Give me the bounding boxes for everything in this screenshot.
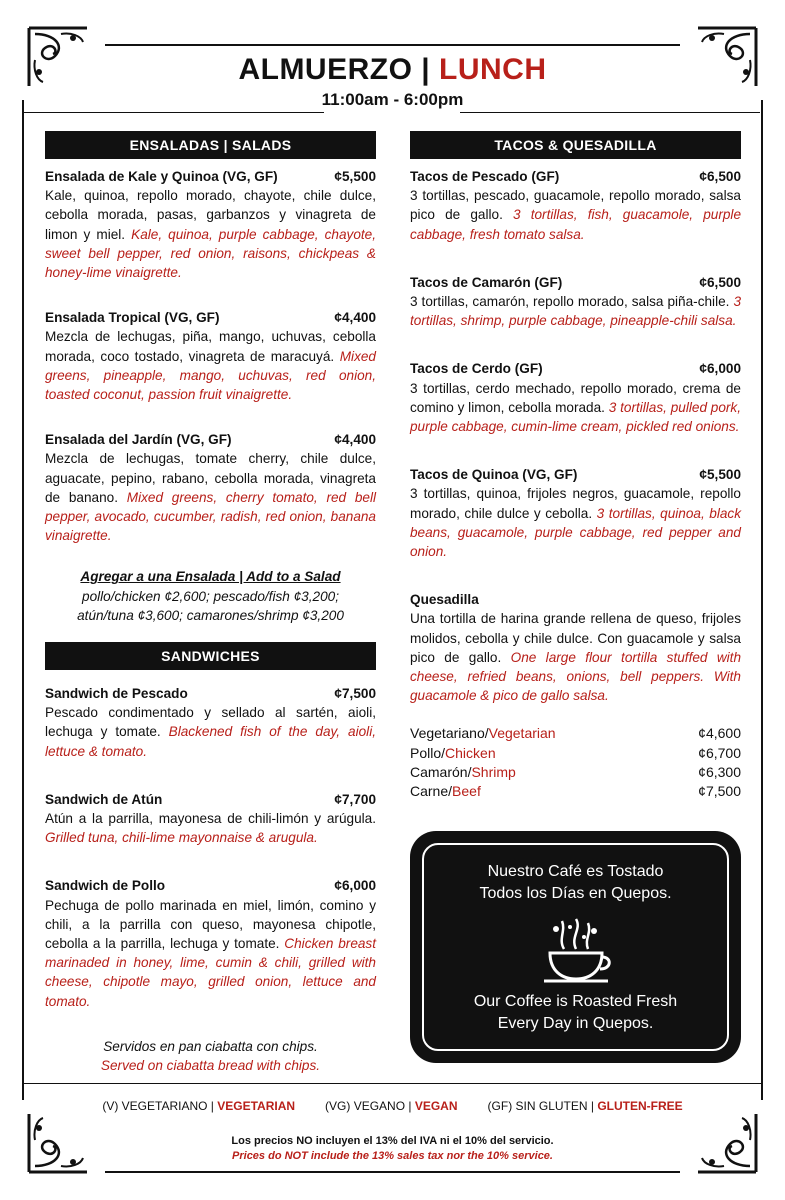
serving-hours: 11:00am - 6:00pm (321, 90, 464, 109)
diet-legend (0, 1099, 785, 1113)
add-to-salad-line: pollo/chicken ¢2,600; pescado/fish ¢3,200; (82, 588, 339, 604)
menu-item (410, 273, 741, 331)
item-desc-en: 3 tortillas, shrimp, purple cabbage, pineapple-chili salsa. (410, 294, 742, 329)
right-column (410, 131, 741, 801)
quesadilla-option (410, 763, 741, 782)
menu-item (45, 684, 376, 761)
item-price: ¢4,400 (334, 310, 376, 326)
menu-item (45, 308, 376, 404)
item-desc-en: One large flour tortilla stuffed with cheese, refried beans, onions, bell peppers. With guacamole & pico de gallo salsa. (410, 649, 741, 704)
option-en: Beef (452, 783, 481, 800)
add-to-salad-heading: Agregar a una Ensalada | Add to a Salad (80, 569, 341, 585)
item-name: Tacos de Camarón (GF) (410, 274, 563, 290)
item-name: Sandwich de Pescado (45, 685, 188, 701)
item-desc-es: 3 tortillas, pescado, guacamole, repollo morado, salsa pico de gallo. (410, 188, 741, 223)
section-header-tacos: TACOS & QUESADILLA (410, 131, 741, 159)
item-name: Ensalada Tropical (VG, GF) (45, 310, 220, 326)
option-es: Carne/ (410, 783, 453, 800)
item-desc-en: Kale, quinoa, purple cabbage, chayote, sweet bell pepper, red onion, raisons, chickpeas & honey-lime vinaigrette. (45, 226, 376, 281)
price-note-es: Los precios NO incluyen el 13% del IVA ni el 10% del servicio. (231, 1135, 554, 1147)
option-price: ¢6,300 (698, 763, 741, 780)
item-price: ¢7,700 (334, 791, 376, 807)
coffee-text-es-2: Todos los Días en Quepos. (479, 885, 672, 902)
item-price: ¢6,500 (699, 169, 741, 184)
item-desc-en: Chicken breast marinaded in honey, lime, cumin & chili, grilled with cheese, chipotle mayo, grilled onion, lettuce and tomato. (45, 935, 377, 1009)
left-column (45, 131, 376, 1076)
item-desc-en: 3 tortillas, quinoa, black beans, guacamole, purple cabbage, red pepper and onion. (410, 505, 742, 560)
menu-item (45, 167, 376, 282)
item-name: Sandwich de Atún (45, 791, 163, 807)
menu-item (45, 430, 376, 545)
option-en: Vegetarian (488, 725, 556, 742)
add-to-salad-line: atún/tuna ¢3,600; camarones/shrimp ¢3,200 (77, 608, 344, 624)
item-price: ¢5,500 (334, 169, 376, 184)
item-name: Ensalada del Jardín (VG, GF) (45, 432, 232, 448)
frame-left-line (22, 100, 24, 1100)
title-es: ALMUERZO (238, 53, 413, 86)
menu-item (45, 790, 376, 848)
menu-item (45, 876, 376, 1010)
legend-en: VEGAN (414, 1099, 458, 1113)
title-en: LUNCH (439, 53, 547, 86)
footer-divider-left (24, 1083, 761, 1084)
item-desc-es: Mezcla de lechugas, piña, mango, uchuvas, cebolla morada, coco tostado, vinagreta de maracuyá. (45, 329, 376, 364)
item-desc-en: Blackened fish of the day, aioli, lettuce & tomato. (45, 724, 376, 759)
title-separator: | (421, 53, 431, 86)
header-divider-right (460, 112, 760, 113)
item-name: Quesadilla (410, 592, 479, 608)
legend-es: (GF) SIN GLUTEN | (487, 1099, 598, 1113)
option-en: Shrimp (471, 763, 516, 780)
coffee-promo-inner (422, 843, 729, 1051)
item-name: Tacos de Cerdo (GF) (410, 361, 543, 377)
menu-item (410, 465, 741, 561)
legend-es: (VG) VEGANO | (325, 1099, 415, 1113)
item-desc-en: Mixed greens, pineapple, mango, uchuvas, red onion, toasted coconut, passion fruit vinaigrette. (45, 348, 376, 403)
option-es: Camarón/ (410, 763, 472, 780)
coffee-cup-icon (536, 915, 616, 985)
coffee-promo-box (410, 831, 741, 1063)
item-desc-es: Pechuga de pollo marinada en miel, limón, comino y chili, a la parrilla con queso, mayonesa chipotle, cebolla a la parrilla, lechuga y tomate. (45, 897, 376, 951)
frame-bottom-line (105, 1171, 680, 1173)
option-price: ¢6,700 (698, 744, 741, 761)
frame-right-line (761, 100, 763, 1100)
item-desc-en: 3 tortillas, pulled pork, purple cabbage, cumin-lime cream, pickled red onions. (410, 399, 742, 435)
item-desc-en: Mixed greens, cherry tomato, red bell pepper, avocado, cucumber, radish, red onion, banana vinaigrette. (45, 489, 376, 544)
menu-header (0, 52, 785, 110)
quesadilla-item (410, 590, 741, 705)
legend-en: VEGETARIAN (217, 1099, 296, 1113)
coffee-text-en-2: Every Day in Quepos. (497, 1015, 654, 1032)
item-desc-es: Kale, quinoa, repollo morado, chayote, chile dulce, cebolla morada, pasas, garbanzos y vinagreta de limon y miel. (45, 188, 376, 242)
legend-item (102, 1099, 295, 1113)
item-desc-es: Pescado condimentado y sellado al sartén, aioli, lechuga y tomate. (45, 705, 376, 740)
quesadilla-option (410, 724, 741, 743)
option-es: Vegetariano/ (410, 725, 489, 742)
served-note-es: Servidos en pan ciabatta con chips. (103, 1038, 318, 1054)
item-price: ¢7,500 (334, 685, 376, 701)
item-desc-es: 3 tortillas, camarón, repollo morado, salsa piña-chile. (410, 294, 730, 310)
quesadilla-option (410, 744, 741, 763)
coffee-text-es-1: Nuestro Café es Tostado (487, 863, 664, 880)
quesadilla-option (410, 782, 741, 801)
menu-item (410, 167, 741, 244)
price-note-en: Prices do NOT include the 13% sales tax nor the 10% service. (232, 1150, 553, 1162)
section-header-sandwiches: SANDWICHES (45, 642, 376, 670)
item-price: ¢6,500 (699, 274, 741, 290)
item-desc-es: Atún a la parrilla, mayonesa de chili-limón y arúgula. (45, 810, 376, 826)
served-note (45, 1037, 376, 1076)
item-price: ¢6,000 (334, 878, 376, 894)
coffee-text-en-1: Our Coffee is Roasted Fresh (473, 993, 678, 1010)
item-desc-es: 3 tortillas, quinoa, frijoles negros, guacamole, repollo morado, chile dulce y cebolla. (410, 486, 741, 521)
served-note-en: Served on ciabatta bread with chips. (100, 1058, 321, 1074)
add-to-salad (45, 567, 376, 626)
item-name: Tacos de Quinoa (VG, GF) (410, 467, 578, 483)
item-desc-es: 3 tortillas, cerdo mechado, repollo morado, crema de comino y limon, cebolla morada. (410, 380, 741, 415)
quesadilla-options (410, 724, 741, 801)
item-desc-en: Grilled tuna, chili-lime mayonnaise & arugula. (45, 830, 318, 846)
section-header-salads: ENSALADAS | SALADS (45, 131, 376, 159)
page-title (0, 52, 785, 88)
menu-item (410, 359, 741, 436)
item-name: Ensalada de Kale y Quinoa (VG, GF) (45, 169, 278, 184)
option-en: Chicken (445, 744, 496, 761)
legend-es: (V) VEGETARIANO | (102, 1099, 218, 1113)
item-name: Tacos de Pescado (GF) (410, 169, 560, 184)
frame-top-line (105, 44, 680, 46)
item-price: ¢4,400 (334, 432, 376, 448)
item-desc-es: Una tortilla de harina grande rellena de queso, frijoles molidos, cebolla y chile dulce. Con guacamole y salsa pico de gallo. (410, 611, 741, 665)
option-price: ¢4,600 (698, 725, 741, 742)
price-note (0, 1134, 785, 1164)
item-price: ¢5,500 (699, 467, 741, 483)
item-desc-es: Mezcla de lechugas, tomate cherry, chile dulce, aguacate, pepino, rabano, cebolla morada, vinagreta de banano. (45, 451, 376, 505)
option-es: Pollo/ (410, 744, 446, 761)
item-name: Sandwich de Pollo (45, 878, 166, 894)
item-price: ¢6,000 (699, 361, 741, 377)
legend-item (325, 1099, 457, 1113)
header-divider-left (24, 112, 324, 113)
legend-en: GLUTEN-FREE (597, 1099, 683, 1113)
item-desc-en: 3 tortillas, fish, guacamole, purple cabbage, fresh tomato salsa. (410, 207, 742, 242)
legend-item (488, 1099, 683, 1113)
option-price: ¢7,500 (698, 783, 741, 800)
